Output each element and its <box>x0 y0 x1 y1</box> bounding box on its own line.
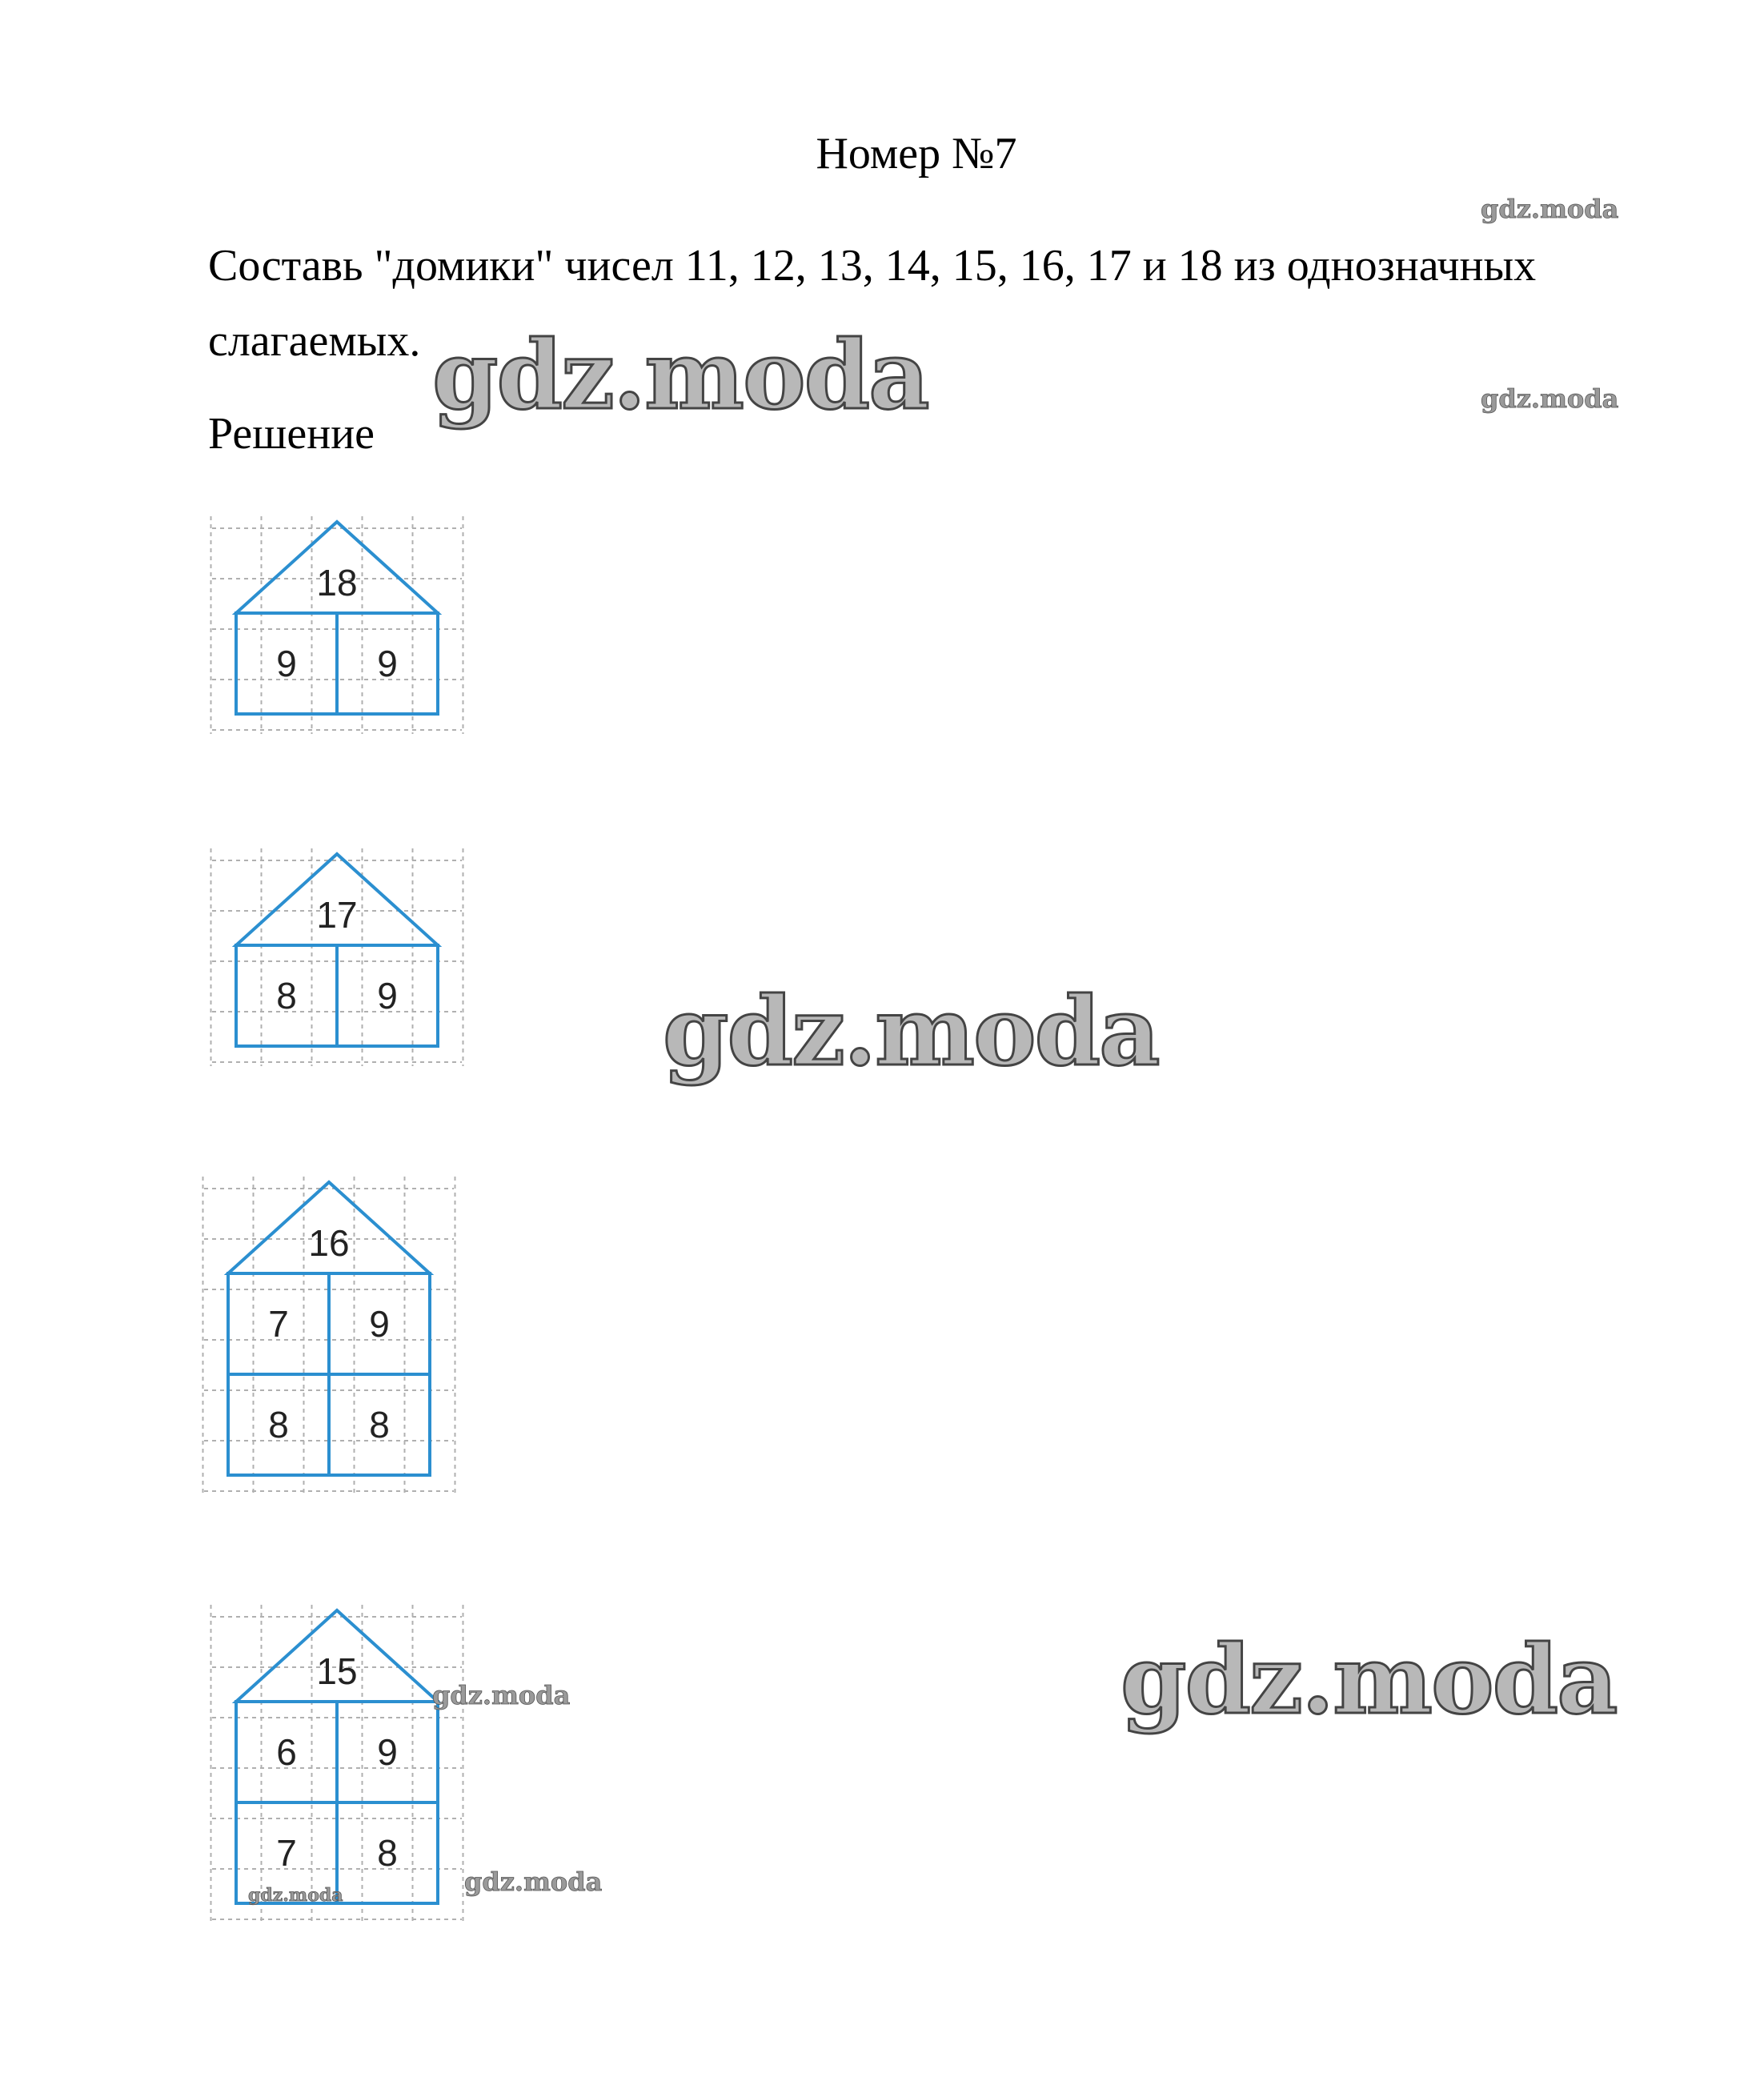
addend-number: 9 <box>369 1303 390 1345</box>
task-text: Составь "домики" чисел 11, 12, 13, 14, 15, 16, 17 и 18 из однозначных слагаемых. <box>208 241 1537 366</box>
addend-number: 7 <box>268 1303 289 1345</box>
watermark: gdz.moda <box>1481 383 1619 414</box>
addend-number: 9 <box>377 643 398 684</box>
watermark: gdz.moda <box>663 976 1159 1087</box>
watermark: gdz.moda <box>464 1867 603 1897</box>
number-house-18 <box>204 512 476 768</box>
addend-number: 8 <box>377 1832 398 1874</box>
number-house-16 <box>196 1173 468 1509</box>
solution-label: Решение <box>208 409 375 459</box>
addend-number: 8 <box>268 1404 289 1445</box>
roof-number: 18 <box>316 562 358 603</box>
page-title: Номер №7 <box>816 129 1017 178</box>
watermark: gdz.moda <box>1481 194 1619 224</box>
addend-number: 9 <box>276 643 297 684</box>
roof-number: 17 <box>316 894 358 936</box>
roof-number: 16 <box>308 1222 350 1264</box>
addend-number: 9 <box>377 1731 398 1773</box>
addend-number: 7 <box>276 1832 297 1874</box>
addend-number: 8 <box>369 1404 390 1445</box>
watermark: gdz.moda <box>1121 1624 1617 1735</box>
watermark: gdz.moda <box>432 1680 571 1710</box>
addend-number: 9 <box>377 975 398 1016</box>
number-house-17 <box>204 844 476 1101</box>
watermark: gdz.moda <box>432 319 928 431</box>
roof-number: 15 <box>316 1650 358 1692</box>
addend-number: 8 <box>276 975 297 1016</box>
watermark: gdz.moda <box>248 1885 343 1906</box>
addend-number: 6 <box>276 1731 297 1773</box>
